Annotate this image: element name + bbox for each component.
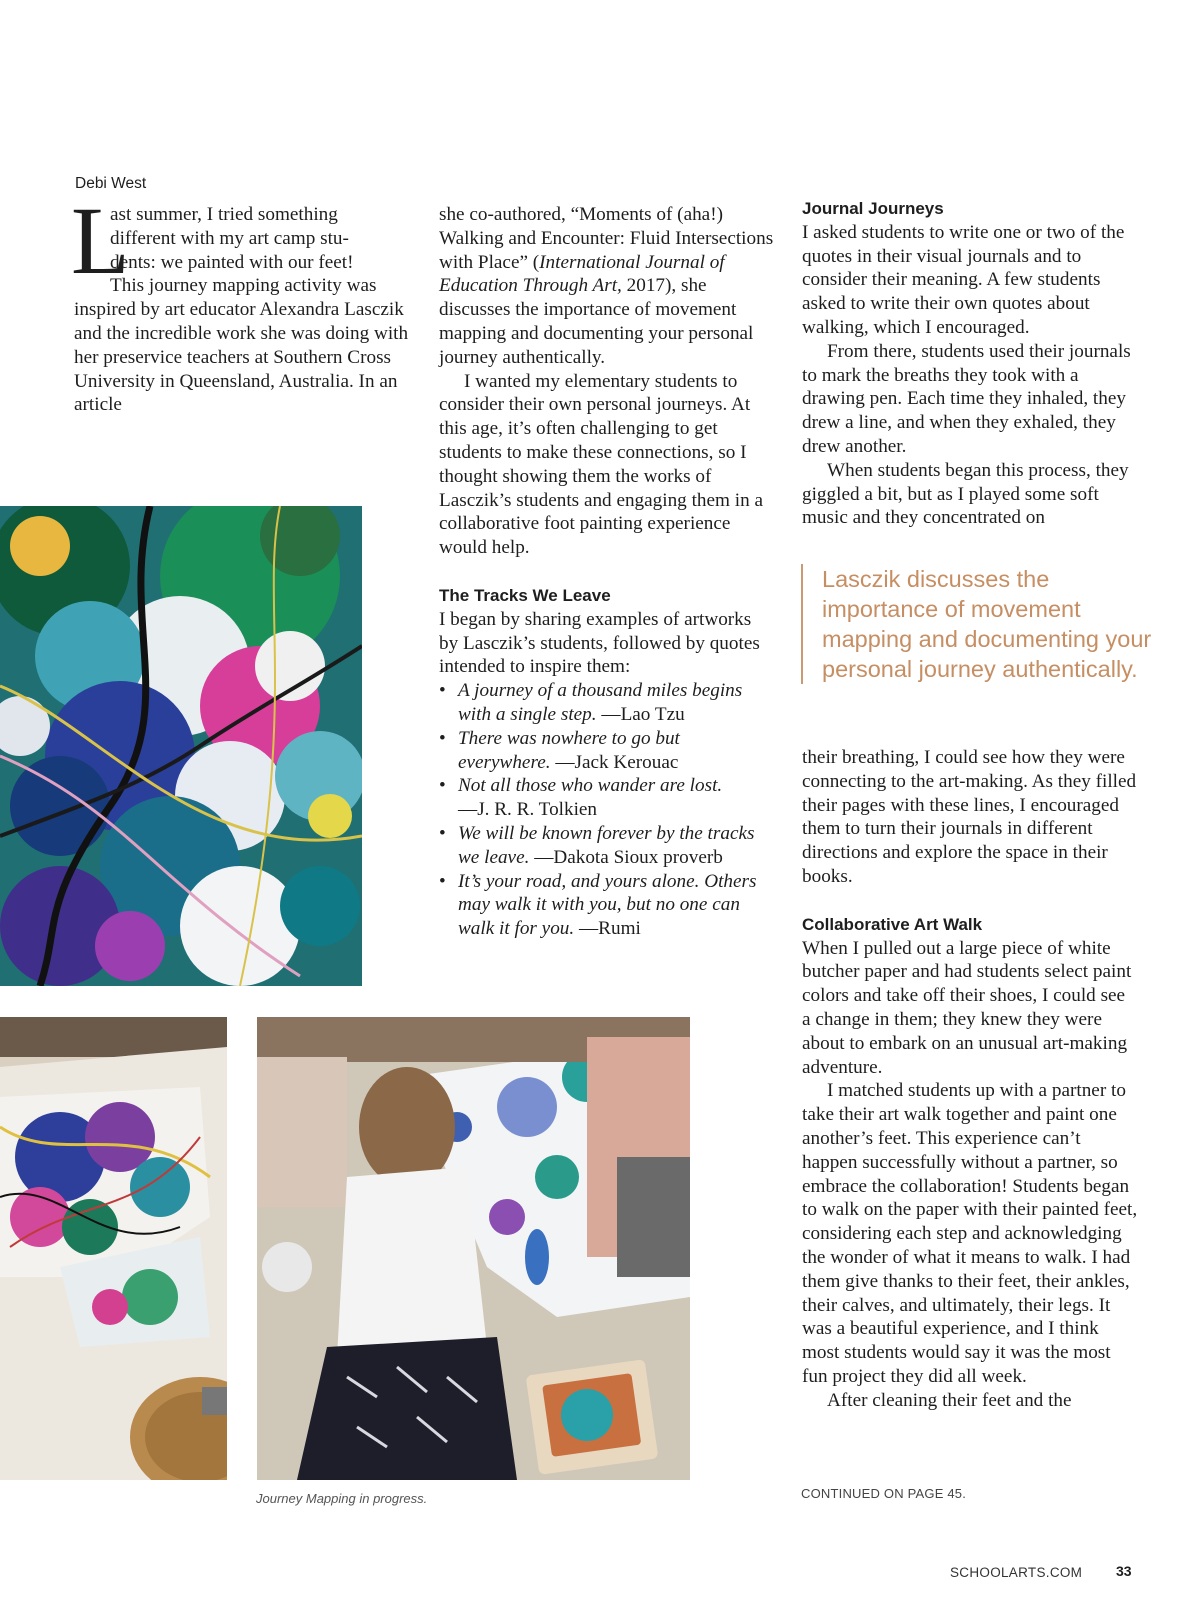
paragraph: When students began this process, they giggled a bit, but as I played some soft music and they concentrated on [802, 459, 1129, 529]
page-number: 33 [1116, 1563, 1132, 1579]
photo-caption: Journey Mapping in progress. [256, 1491, 428, 1506]
quote-text: A journey of a thousand miles begins with a single step. [458, 680, 743, 725]
quote-list [439, 679, 775, 941]
quote-text: It’s your road, and yours alone. Others may walk it with you, but no one can walk it for you. [458, 870, 757, 940]
pull-quote: Lasczik discusses the importance of movement mapping and documenting your personal journey authentically. [801, 564, 1152, 684]
paragraph: I asked students to write one or two of the quotes in their visual journals and to consider their meaning. A few students asked to write their own quotes about walking, which I encouraged. [802, 221, 1125, 338]
list-item [439, 679, 775, 727]
list-item [439, 822, 775, 870]
painted-paper-table-image [0, 1017, 227, 1480]
author-byline: Debi West [75, 175, 147, 192]
column-3-bottom [802, 746, 1138, 1413]
intro-paragraph [71, 187, 410, 417]
text-run: she co-authored, “Moments of (aha!) Walking and Encounter: Fluid Intersections with Place” ( [439, 204, 774, 273]
dropcap-line: This journey mapping activity was [110, 275, 377, 297]
continued-note: CONTINUED ON PAGE 45. [801, 1486, 967, 1501]
dropcap-line: ast summer, I tried something [110, 204, 338, 225]
column-1 [71, 187, 410, 417]
text-run: 2017), she discusses the importance of movement mapping and documenting your personal journey authentically. [439, 275, 754, 368]
paragraph: I began by sharing examples of artworks by Lasczik’s students, followed by quotes intended to inspire them: [439, 608, 760, 678]
paragraph: I wanted my elementary students to consider their own personal journeys. At this age, it’s often challenging to get students to make these connections, so I thought showing them the works of Lasczik’s students and engaging them in a collaborative foot painting experience would help. [439, 370, 763, 559]
dropcap-line: dents: we painted with our feet! [110, 251, 354, 273]
quote-author: —Rumi [574, 918, 641, 940]
quote-text: Not all those who wander are lost. [458, 775, 723, 797]
paragraph: From there, students used their journals to mark the breaths they took with a drawing pen. Each time they inhaled, they drew a line, and when they exhaled, they drew another. [802, 340, 1131, 457]
paragraph: When I pulled out a large piece of white butcher paper and had students select paint colors and take off their shoes, I could see a change in them; they knew they were about to embark on an unusual art-making adventure. [802, 937, 1132, 1078]
abstract-painting-image [0, 506, 362, 986]
dropcap-line: different with my art camp stu- [110, 227, 349, 249]
section-heading: Collaborative Art Walk [802, 914, 983, 934]
list-item [439, 870, 775, 941]
quote-author: —Lao Tzu [596, 703, 685, 725]
section-heading: Journal Journeys [802, 199, 944, 218]
paragraph: their breathing, I could see how they were connecting to the art-making. As they filled their pages with these lines, I encouraged them to turn their journals in different directions and explore the space in their books. [802, 747, 1137, 887]
quote-text: There was nowhere to go but everywhere. [458, 727, 680, 773]
quote-author: —Dakota Sioux proverb [529, 846, 723, 868]
list-item [439, 727, 775, 775]
paragraph [439, 203, 775, 370]
quote-author: —J. R. R. Tolkien [458, 799, 598, 821]
paragraph: I matched students up with a partner to take their art walk together and paint one another’s feet. This experience can’t happen successfully without a partner, so embrace the collaboration! Students began to walk on the paper with their painted feet, considering each step and acknowledging the wonder of what it means to walk. I had them give thanks to their feet, their ankles, their calves, and ultimately, their legs. It was a beautiful experience, and I think most students would say it was the most fun project they did all week. [802, 1080, 1138, 1387]
paragraph: inspired by art educator Alexandra Lasczik and the incredible work she was doing with her preservice teachers at Southern Cross University in Queensland, Australia. In an article [74, 299, 409, 416]
paragraph: After cleaning their feet and the [827, 1389, 1072, 1411]
students-photo [257, 1017, 690, 1480]
quote-author: —Jack Kerouac [550, 751, 679, 773]
artwork-photo [0, 506, 362, 986]
section-heading: The Tracks We Leave [439, 585, 611, 605]
quote-text: We will be known forever by the tracks we leave. [458, 822, 755, 868]
journal-title: International Journal of Education Through Art, [439, 251, 725, 297]
students-foot-painting-image [257, 1017, 690, 1480]
column-3-top [802, 197, 1138, 530]
list-item [439, 774, 775, 822]
column-2 [439, 203, 775, 941]
drop-cap: L [71, 187, 130, 294]
table-photo [0, 1017, 227, 1480]
footer-site: SCHOOLARTS.COM [950, 1565, 1083, 1580]
